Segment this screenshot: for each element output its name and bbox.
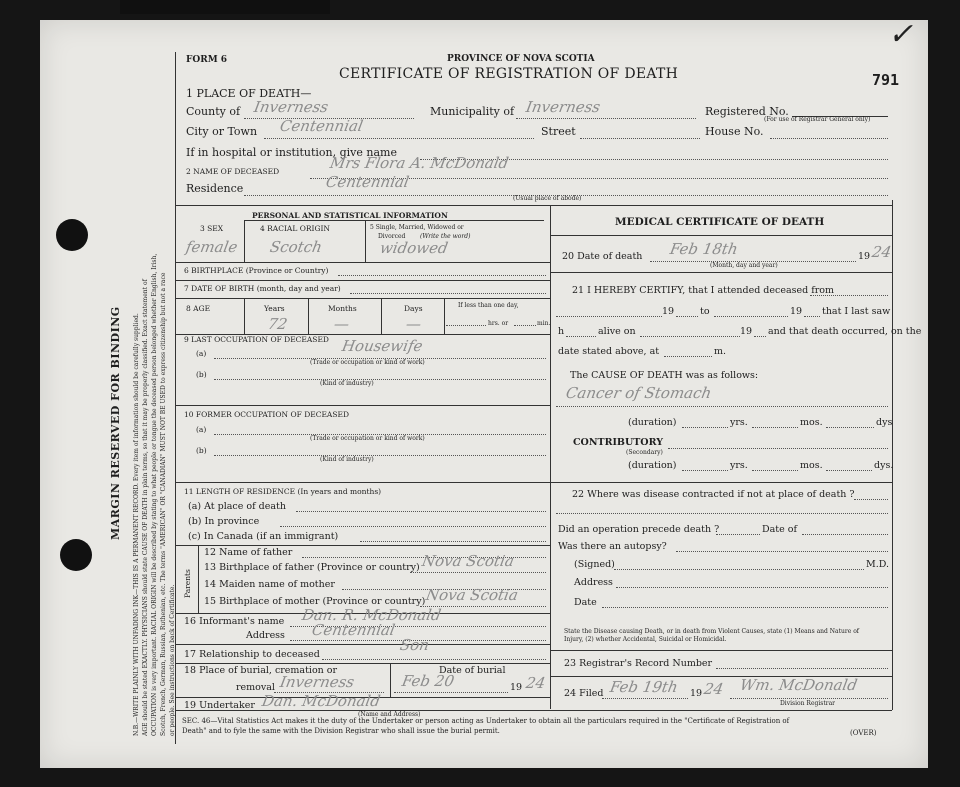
marital-label-2: Divorced xyxy=(378,233,406,240)
attended-from-year: 19 xyxy=(662,306,675,317)
footer-line-1: SEC. 46—Vital Statistics Act makes it the duty of the Undertaker or person acting as Undertaker to obtain all the particulars required in the "Certificate of Registration of xyxy=(182,717,790,725)
racial-origin-value: Scotch xyxy=(268,238,324,256)
contrib-duration-mos: mos. xyxy=(800,460,823,471)
province-heading: PROVINCE OF NOVA SCOTIA xyxy=(447,54,595,64)
last-saw: that I last saw xyxy=(822,306,891,317)
name-address-note: (Name and Address) xyxy=(358,711,421,718)
contrib-duration-yrs: yrs. xyxy=(730,460,748,471)
form-number: FORM 6 xyxy=(186,55,228,65)
margin-note-line: Scotch, French, German, Russian, Ruthenian, etc. The terms "AMERICAN" OR "CANADIAN" MUST NOT BE USED to express citizenship but not a race xyxy=(160,272,167,736)
father-birthplace-label: 13 Birthplace of father (Province or country) xyxy=(204,562,420,573)
operation-date-label: Date of xyxy=(762,524,797,535)
filed-date-value: Feb 19th xyxy=(608,678,680,696)
informant-name-value: Dan. R. McDonald xyxy=(300,606,443,624)
physician-date-label: Date xyxy=(574,597,597,608)
last-occupation-b: (b) xyxy=(196,370,207,379)
informant-address-value: Centennial xyxy=(310,621,397,639)
column-divider xyxy=(550,205,551,709)
md-label: M.D. xyxy=(866,559,890,570)
min-label: min. xyxy=(537,320,551,327)
trade-note: (Trade or occupation or kind of work) xyxy=(310,359,425,366)
margin-note-line: N.B.—WRITE PLAINLY WITH UNFADING INK—THIS IS A PERMANENT RECORD. Every item of information should be carefully supplied. xyxy=(133,313,140,736)
age-months-value: — xyxy=(332,315,351,333)
hospital-label: If in hospital or institution, give name xyxy=(186,146,397,159)
birthplace-label: 6 BIRTHPLACE (Province or Country) xyxy=(184,266,329,275)
margin-note-line: or people. See instructions on back of Certificate. xyxy=(169,584,176,736)
death-year-value: 24 xyxy=(870,243,893,261)
contrib-duration-label: (duration) xyxy=(628,460,677,471)
attended-to: to xyxy=(700,306,710,317)
county-value: Inverness xyxy=(252,98,330,116)
former-trade-note: (Trade or occupation or kind of work) xyxy=(310,435,425,442)
undertaker-value: Dan. McDonald xyxy=(260,692,382,710)
dob-label: 7 DATE OF BIRTH (month, day and year) xyxy=(184,284,341,293)
contrib-duration-dys: dys. xyxy=(874,460,894,471)
father-birthplace-value: Nova Scotia xyxy=(420,552,516,570)
secondary-note: (Secondary) xyxy=(626,449,663,456)
autopsy-question: Was there an autopsy? xyxy=(558,541,667,552)
at-m: m. xyxy=(714,346,727,357)
father-name-label: 12 Name of father xyxy=(204,547,293,558)
burial-place-label: 18 Place of burial, cremation or xyxy=(184,665,338,676)
deceased-name-value: Mrs Flora A. McDonald xyxy=(328,154,510,172)
deceased-name-label: 2 NAME OF DECEASED xyxy=(186,167,280,176)
division-registrar-note: Division Registrar xyxy=(780,700,836,707)
personal-info-heading: PERSONAL AND STATISTICAL INFORMATION xyxy=(252,211,448,220)
informant-address-label: Address xyxy=(246,630,285,641)
disease-contracted-question: 22 Where was disease contracted if not at place of death ? xyxy=(572,489,855,500)
sex-value: female xyxy=(184,238,239,256)
marital-note: (Write the word) xyxy=(420,233,471,240)
informant-label: 16 Informant's name xyxy=(184,616,285,627)
city-label: City or Town xyxy=(186,125,258,138)
folder-tab xyxy=(120,0,330,14)
form-right-border xyxy=(892,200,893,710)
municipality-value: Inverness xyxy=(524,98,602,116)
operation-question: Did an operation precede death ? xyxy=(558,524,720,535)
alive-year: 19 xyxy=(740,326,753,337)
medical-heading: MEDICAL CERTIFICATE OF DEATH xyxy=(615,216,825,228)
form-left-border xyxy=(175,52,176,744)
certificate-title: CERTIFICATE OF REGISTRATION OF DEATH xyxy=(339,66,679,82)
punch-hole-top xyxy=(56,219,88,251)
municipality-label: Municipality of xyxy=(430,105,515,118)
mother-birthplace-value: Nova Scotia xyxy=(424,586,520,604)
parents-side-label: Parents xyxy=(183,569,192,598)
residence-length-c: (c) In Canada (if an immigrant) xyxy=(188,531,339,542)
date-stated: date stated above, at xyxy=(558,346,660,357)
city-value: Centennial xyxy=(278,117,365,135)
marital-label: 5 Single, Married, Widowed or xyxy=(370,224,464,231)
filed-year-prefix: 19 xyxy=(690,688,703,699)
footer-line-2: Death" and to fyle the same with the Division Registrar who shall issue the burial permit. xyxy=(182,727,500,735)
age-label: 8 AGE xyxy=(186,304,211,313)
death-certificate xyxy=(40,17,928,768)
registered-no-label: Registered No. xyxy=(705,105,789,118)
days-label: Days xyxy=(404,304,423,313)
age-days-value: — xyxy=(404,315,423,333)
cause-heading: The CAUSE OF DEATH was as follows: xyxy=(570,370,759,381)
margin-note-line: OCCUPATION is very important. RACIAL ORIGIN will be described by stating to what people or tongue the deceased person belonged whether English, Irish, xyxy=(151,253,158,736)
physician-address-label: Address xyxy=(574,577,613,588)
residence-value: Centennial xyxy=(324,173,411,191)
alive-on: alive on xyxy=(598,326,636,337)
duration-mos: mos. xyxy=(800,417,823,428)
binding-margin-label: MARGIN RESERVED FOR BINDING xyxy=(109,306,122,540)
burial-place-value: Inverness xyxy=(278,673,356,691)
cause-value: Cancer of Stomach xyxy=(564,384,713,402)
margin-note-line: AGE should be stated EXACTLY. PHYSICIANS should state CAUSE OF DEATH in plain terms, so that it may be properly classified. Exact statement of xyxy=(142,279,149,736)
former-occupation-a: (a) xyxy=(196,425,207,434)
contributory-label: CONTRIBUTORY xyxy=(573,437,663,448)
county-label: County of xyxy=(186,105,241,118)
burial-year-value: 24 xyxy=(524,674,547,692)
last-saw-h: h xyxy=(558,326,565,337)
duration-label: (duration) xyxy=(628,417,677,428)
punch-hole-bottom xyxy=(60,539,92,571)
state-disease-note-2: Injury, (2) whether Accidental, Suicidal or Homicidal. xyxy=(564,636,727,643)
residence-length-heading: 11 LENGTH OF RESIDENCE (In years and months) xyxy=(184,487,382,496)
burial-date-value: Feb 20 xyxy=(400,672,456,690)
last-occupation-value: Housewife xyxy=(340,337,425,355)
months-label: Months xyxy=(328,304,357,313)
attended-to-year: 19 xyxy=(790,306,803,317)
over-label: (OVER) xyxy=(850,729,877,737)
death-year-prefix: 19 xyxy=(858,251,871,262)
certify-line: 21 I HEREBY CERTIFY, that I attended deceased from xyxy=(572,285,834,296)
marital-value: widowed xyxy=(378,239,450,257)
mother-maiden-label: 14 Maiden name of mother xyxy=(204,579,335,590)
signed-label: (Signed) xyxy=(574,559,615,570)
death-date-value: Feb 18th xyxy=(668,240,740,258)
abode-note: (Usual place of abode) xyxy=(513,195,582,202)
certificate-number: 791 xyxy=(872,71,900,89)
sex-label: 3 SEX xyxy=(200,224,224,233)
burial-date-label: Date of burial xyxy=(439,665,506,676)
years-label: Years xyxy=(264,304,285,313)
filed-registrar-value: Wm. McDonald xyxy=(738,676,859,694)
duration-yrs: yrs. xyxy=(730,417,748,428)
burial-year-prefix: 19 xyxy=(510,682,523,693)
state-disease-note-1: State the Disease causing Death, or in death from Violent Causes, state (1) Means and Nature of xyxy=(564,628,860,635)
age-years-value: 72 xyxy=(266,315,289,333)
industry-note: (Kind of industry) xyxy=(320,380,374,387)
death-date-note: (Month, day and year) xyxy=(710,262,778,269)
former-occupation-label: 10 FORMER OCCUPATION OF DECEASED xyxy=(184,410,349,419)
place-of-death-heading: 1 PLACE OF DEATH— xyxy=(186,87,312,100)
registrar-note: (For use of Registrar General only) xyxy=(764,116,871,123)
death-date-label: 20 Date of death xyxy=(562,251,643,262)
house-no-label: House No. xyxy=(705,125,764,138)
removal-label: removal xyxy=(236,682,275,693)
death-occurred: and that death occurred, on the xyxy=(768,326,922,337)
duration-dys: dys xyxy=(876,417,893,428)
last-occupation-a: (a) xyxy=(196,349,207,358)
former-occupation-b: (b) xyxy=(196,446,207,455)
filed-year-value: 24 xyxy=(702,680,725,698)
street-label: Street xyxy=(541,125,576,138)
check-mark: ✓ xyxy=(888,17,914,52)
mother-birthplace-label: 15 Birthplace of mother (Province or country) xyxy=(204,596,426,607)
residence-length-b: (b) In province xyxy=(188,516,260,527)
less-than-day-label: If less than one day, xyxy=(458,302,519,309)
last-occupation-label: 9 LAST OCCUPATION OF DECEASED xyxy=(184,335,329,344)
residence-label: Residence xyxy=(186,182,244,195)
registrar-record-label: 23 Registrar's Record Number xyxy=(564,658,713,669)
margin-instructions xyxy=(132,254,177,736)
undertaker-label: 19 Undertaker xyxy=(184,700,255,711)
filed-label: 24 Filed xyxy=(564,688,604,699)
racial-origin-label: 4 RACIAL ORIGIN xyxy=(260,224,330,233)
relationship-value: Son xyxy=(398,636,431,654)
former-industry-note: (Kind of industry) xyxy=(320,456,374,463)
hrs-label: hrs. or xyxy=(488,320,509,327)
residence-length-a: (a) At place of death xyxy=(188,501,286,512)
relationship-label: 17 Relationship to deceased xyxy=(184,649,320,660)
